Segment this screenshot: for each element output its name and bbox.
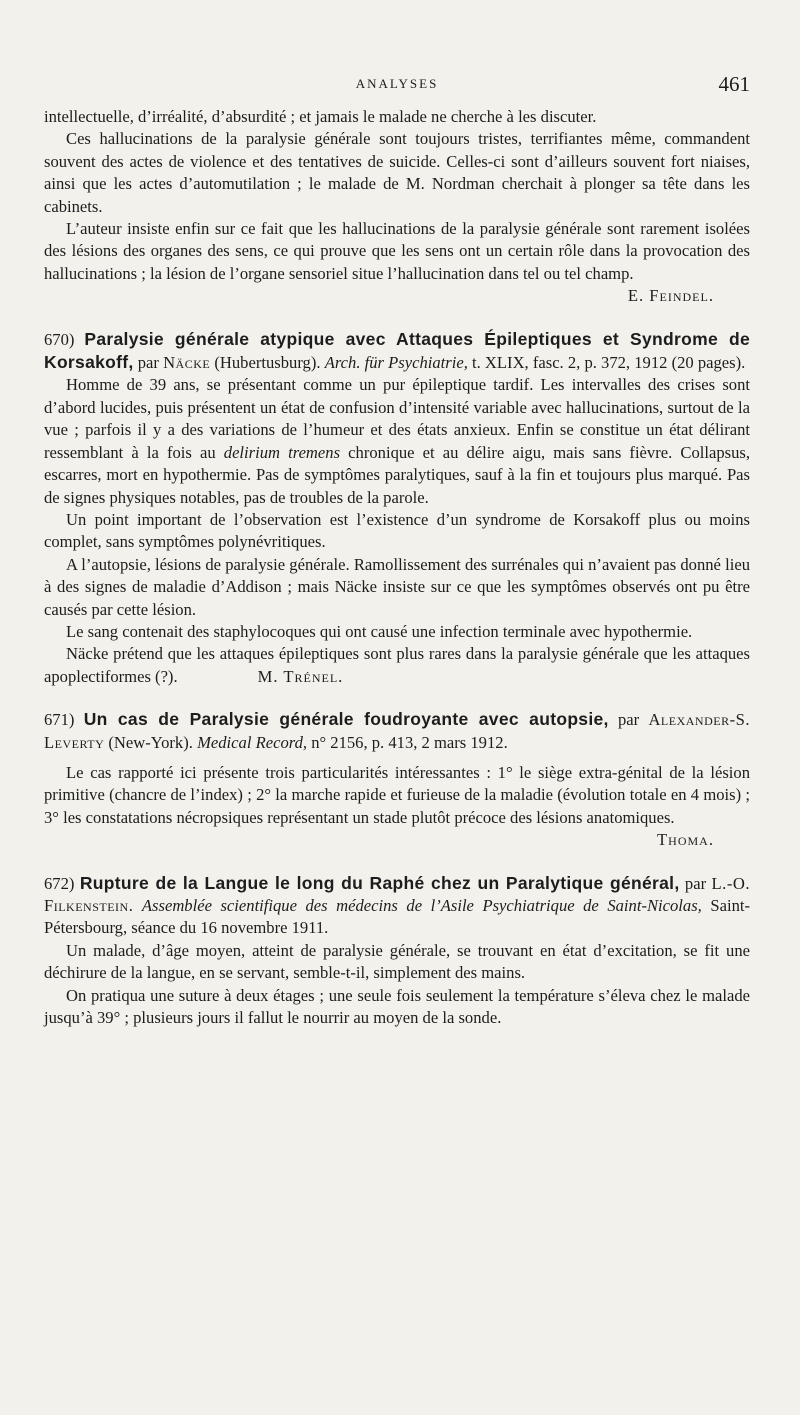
abstract-journal: Assemblée scientifique des médecins de l’Asile Psychiatrique de Saint-Nicolas, bbox=[141, 896, 702, 915]
abstract-journal: Medical Record, bbox=[197, 732, 308, 752]
abstract-672-paragraph-2: On pratiqua une suture à deux étages ; une seule fois seulement la température s’éleva chez le malade jusqu’à 39° ; plusieurs jours il fallut le nourrir au moyen de la sonde. bbox=[44, 985, 750, 1028]
abstract-journal: Arch. für Psychiatrie, bbox=[324, 353, 468, 373]
abstract-672 bbox=[44, 872, 750, 1030]
abstract-670-paragraph-1 bbox=[44, 374, 750, 508]
abstract-672-heading bbox=[44, 872, 750, 940]
abstract-670-paragraph-4: Le sang contenait des staphylocoques qui ont causé une infection terminale avec hypothermie. bbox=[66, 621, 693, 641]
abstract-author: Näcke bbox=[163, 353, 211, 373]
abstract-title: Un cas de Paralysie générale foudroyante avec autopsie, bbox=[83, 709, 609, 730]
abstract-672-paragraph-1: Un malade, d’âge moyen, atteint de paralysie générale, se trouvant en état d’excitation, se fit une déchirure de la langue, en se servant, semble-t-il, simplement des mains. bbox=[44, 940, 750, 983]
signature-feindel: E. Feindel. bbox=[627, 286, 714, 306]
abstract-670-heading bbox=[44, 328, 750, 375]
abstract-place: (New-York). bbox=[108, 732, 193, 752]
abstract-place: (Hubertusburg). bbox=[214, 353, 321, 373]
by-word: par bbox=[617, 710, 640, 730]
abstract-671-paragraph-1: Le cas rapporté ici présente trois particularités intéressantes : 1° le siège extra-génital de la lésion primitive (chancre de l’index) ; 2° la marche rapide et furieuse de la maladie (évolution totale en 4 mois) ; 3° les constatations nécropsiques représentant un stade plutôt précoce des lésions anatomiques. bbox=[44, 762, 750, 827]
text-fragment: Homme de 39 ans, se présentant comme un pur épileptique tardif. Les intervalles des crises sont d’abord lucides, puis présentent un état de confusion d’intensité variable avec hallucinations, surtout de la vue ; parfois il y a des variations de l’humeur et des états anxieux. Enfin se constitue un état délirant ressemblant à la fois au bbox=[44, 375, 750, 462]
abstract-number: 672) bbox=[44, 873, 75, 893]
signature-trenel: M. Trénel. bbox=[257, 666, 344, 686]
body-text bbox=[44, 106, 750, 1029]
text-fragment: chronique et au délire aigu, mais sans fièvre. Collapsus, escarres, mort en hypothermie. Pas de symptômes paralytiques, sauf à la fin et toujours plus marqué. Pas de signes physiques notables, pas de troubles de la parole. bbox=[44, 442, 750, 507]
by-word: par bbox=[684, 873, 707, 893]
page-number: 461 bbox=[718, 72, 750, 96]
abstract-670-paragraph-5 bbox=[44, 643, 750, 688]
text-fragment: Näcke prétend que les attaques épileptiques sont plus rares dans la paralysie générale que les attaques apoplectiformes (?). bbox=[44, 644, 750, 686]
abstract-title: Rupture de la Langue le long du Raphé chez un Paralytique général, bbox=[79, 872, 680, 893]
abstract-author: L.-O. Filkenstein. bbox=[44, 873, 750, 915]
by-word: par bbox=[137, 353, 159, 373]
abstract-number: 671) bbox=[44, 710, 75, 730]
abstract-reference: Saint-Pétersbourg, séance du 16 novembre 1911. bbox=[44, 896, 750, 938]
intro-paragraph-1: intellectuelle, d’irréalité, d’absurdité ; et jamais le malade ne cherche à les discuter. bbox=[44, 107, 597, 126]
abstract-671 bbox=[44, 708, 750, 851]
abstract-title: Paralysie générale atypique avec Attaques Épileptiques et Syndrome de Korsakoff, bbox=[44, 328, 750, 373]
abstract-author: Alexander-S. Leverty bbox=[44, 710, 750, 752]
abstract-670-paragraph-3: A l’autopsie, lésions de paralysie générale. Ramollissement des surrénales qui n’avaient pas donné lieu à des signes de maladie d’Addison ; mais Näcke insiste sur ce que les symptômes observés ont pu être causés par cette lésion. bbox=[44, 554, 750, 619]
abstract-reference: n° 2156, p. 413, 2 mars 1912. bbox=[311, 732, 508, 752]
abstract-671-heading bbox=[44, 708, 750, 754]
running-head bbox=[44, 72, 750, 106]
abstract-reference: t. XLIX, fasc. 2, p. 372, 1912 (20 pages). bbox=[472, 353, 746, 373]
running-title: ANALYSES bbox=[355, 76, 439, 91]
abstract-670-paragraph-2: Un point important de l’observation est l’existence d’un syndrome de Korsakoff plus ou moins complet, sans symptômes polynévritiques. bbox=[44, 509, 750, 552]
intro-paragraph-3: L’auteur insiste enfin sur ce fait que les hallucinations de la paralysie générale sont rarement isolées des lésions des organes des sens, ce qui prouve que les sens ont un certain rôle dans la provocation des hallucinations ; la lésion de l’organe sensoriel situe l’hallucination dans tel ou tel champ. bbox=[44, 219, 750, 283]
abstract-670 bbox=[44, 328, 750, 689]
emphasis-term: delirium tremens bbox=[223, 442, 341, 462]
intro-paragraph-2: Ces hallucinations de la paralysie générale sont toujours tristes, terrifiantes même, commandent souvent des actes de violence et des tentatives de suicide. Celles-ci sont d’ailleurs souvent fort niaises, ainsi que les actes d’automutilation ; le malade de M. Nordman cherchait à plonger sa tête dans les cabinets. bbox=[44, 129, 750, 216]
signature-thoma: Thoma. bbox=[657, 830, 714, 850]
abstract-number: 670) bbox=[44, 329, 75, 349]
